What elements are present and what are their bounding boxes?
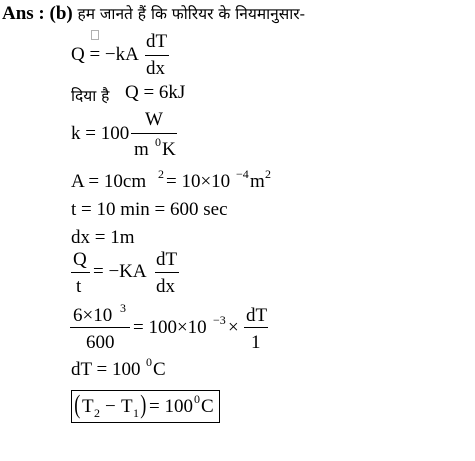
final-t2-sub: 2: [94, 406, 100, 420]
eq7-den2: dx: [156, 276, 175, 297]
eq8-times: ×: [228, 317, 239, 338]
eq3-numerator: W: [145, 109, 163, 130]
eq8-fraction-bar-2: [244, 327, 268, 328]
eq4-a: A = 10cm: [71, 171, 147, 192]
final-unit: C: [201, 396, 214, 417]
eq7-num1: Q: [73, 249, 87, 270]
eq4-c: m: [250, 171, 265, 192]
equation-thickness: dx = 1m: [71, 227, 135, 248]
eq3-fraction-bar: [131, 133, 177, 134]
eq8-num1-exp: 3: [120, 301, 126, 315]
placeholder-glyph-icon: [91, 30, 99, 40]
eq3-lhs: k = 100: [71, 123, 130, 144]
given-text: दिया है: [71, 87, 110, 105]
eq8-den2: 1: [251, 332, 261, 353]
eq9-unit: C: [153, 359, 166, 380]
eq3-den-m: m: [134, 139, 149, 160]
eq2-heat: Q = 6kJ: [125, 82, 186, 103]
eq1-numerator: dT: [146, 31, 168, 52]
eq8-den1: 600: [86, 332, 115, 353]
eq7-mid: = −KA: [93, 261, 147, 282]
eq4-c-exp: 2: [265, 167, 271, 181]
eq7-num2: dT: [156, 249, 178, 270]
eq7-fraction-bar-2: [155, 272, 179, 273]
intro-text: हम जानते हैं कि फोरियर के नियमानुसार-: [77, 5, 306, 23]
final-rhs-sup: 0: [194, 392, 200, 406]
eq8-fraction-bar-1: [70, 327, 130, 328]
eq1-denominator: dx: [146, 58, 165, 79]
answer-option: (b): [49, 3, 73, 24]
final-t1: T: [121, 396, 133, 417]
eq8-mid-exp: −3: [213, 313, 226, 327]
eq3-den-sup: 0: [155, 135, 161, 149]
eq9-sup: 0: [146, 355, 152, 369]
final-close-paren: ): [140, 390, 147, 419]
eq1-fraction-bar: [145, 55, 169, 56]
final-minus: −: [105, 396, 116, 417]
final-t1-sub: 1: [133, 406, 139, 420]
eq8-num2: dT: [246, 305, 268, 326]
eq7-fraction-bar-1: [71, 272, 90, 273]
eq3-den-k: K: [162, 139, 176, 160]
eq7-den1: t: [76, 276, 82, 297]
eq8-num1-base: 6×10: [73, 305, 113, 326]
answer-label: Ans :: [2, 3, 45, 24]
final-t2: T: [82, 396, 94, 417]
eq4-b: = 10×10: [166, 171, 231, 192]
eq9-text: dT = 100: [71, 359, 141, 380]
equation-time: t = 10 min = 600 sec: [71, 199, 228, 220]
eq1-lhs: Q = −kA: [71, 44, 139, 65]
final-open-paren: (: [74, 390, 81, 419]
answer-heading: [2, 2, 305, 25]
final-rhs: = 100: [149, 396, 193, 417]
eq4-a-exp: 2: [158, 167, 164, 181]
eq4-b-exp: −4: [236, 167, 249, 181]
eq8-mid: = 100×10: [133, 317, 207, 338]
